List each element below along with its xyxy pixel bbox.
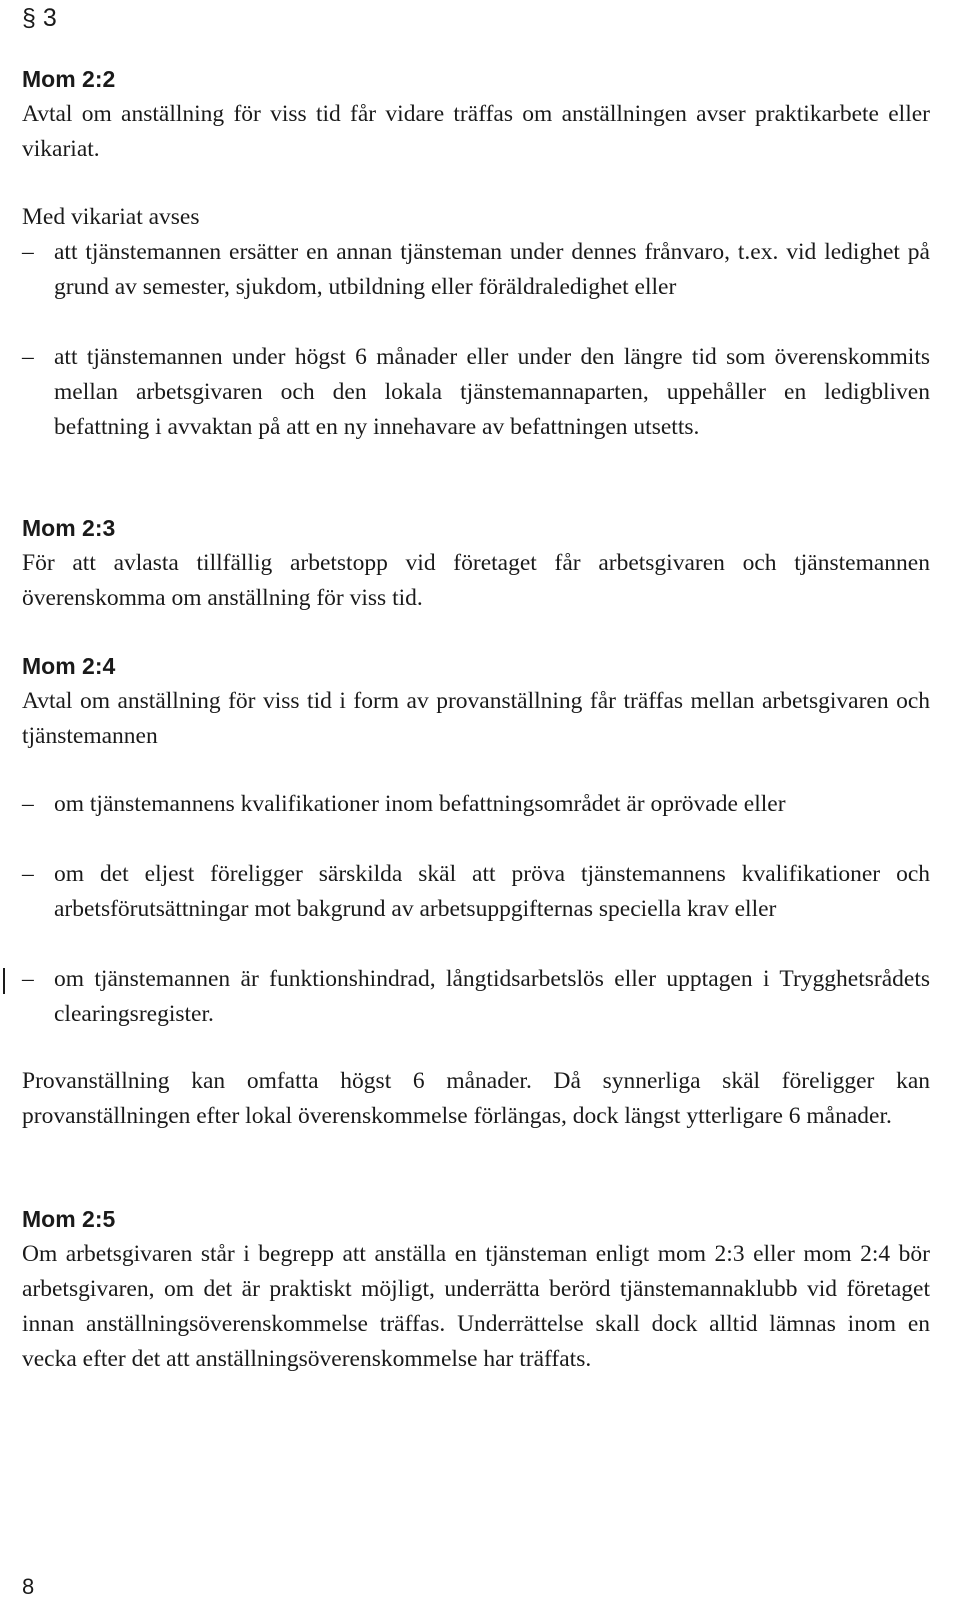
revision-change-bar (3, 968, 5, 994)
vikariat-item-1 (22, 235, 930, 305)
dash-bullet: – (22, 239, 34, 265)
provanstallning-item-1 (22, 787, 930, 822)
vikariat-list-intro: Med vikariat avses (22, 204, 200, 230)
mom-2-2-intro: Avtal om anställning för viss tid får vidare träffas om anställningen avser praktikarbete eller vikariat. (22, 101, 930, 162)
mom-2-4-intro: Avtal om anställning för viss tid i form av provanställning får träffas mellan arbetsgivaren och tjänstemannen (22, 688, 930, 749)
dash-bullet: – (22, 344, 34, 370)
vikariat-item-2 (22, 340, 930, 445)
mom-2-4-heading: Mom 2:4 (22, 653, 116, 679)
dash-bullet: – (22, 861, 34, 887)
vikariat-item-text: att tjänstemannen ersätter en annan tjänsteman under dennes frånvaro, t.ex. vid ledighet på grund av semester, sjukdom, utbildning eller föräldraledighet eller (54, 239, 930, 300)
dash-bullet: – (22, 791, 34, 817)
provanstallning-item-text: om tjänstemannen är funktionshindrad, långtidsarbetslös eller upptagen i Trygghetsrådets clearingsregister. (54, 966, 930, 1027)
provanstallning-item-text: om tjänstemannens kvalifikationer inom befattningsområdet är oprövade eller (54, 791, 786, 817)
provanstallning-item-2 (22, 857, 930, 927)
mom-2-3-text: För att avlasta tillfällig arbetstopp vid företaget får arbetsgivaren och tjänstemannen överenskomma om anställning för viss tid. (22, 550, 930, 611)
vikariat-item-text: att tjänstemannen under högst 6 månader eller under den längre tid som överenskommits mellan arbetsgivaren och den lokala tjänstemannaparten, uppehåller en ledigbliven befattning i avvaktan på att en ny innehavare av befattningen utsetts. (54, 344, 930, 440)
provanstallning-item-3 (22, 962, 930, 1032)
mom-2-4-closing: Provanställning kan omfatta högst 6 månader. Då synnerliga skäl föreligger kan provanställningen efter lokal överenskommelse förlängas, dock längst ytterligare 6 månader. (22, 1068, 930, 1129)
mom-2-5-text: Om arbetsgivaren står i begrepp att anställa en tjänsteman enligt mom 2:3 eller mom 2:4 bör arbetsgivaren, om det är praktiskt möjligt, underrätta berörd tjänstemannaklubb vid företaget innan anställningsöverenskommelse träffas. Underrättelse skall dock alltid lämnas inom en vecka efter det att anställningsöverenskommelse har träffats. (22, 1241, 930, 1372)
dash-bullet: – (22, 966, 34, 992)
provanstallning-item-text: om det eljest föreligger särskilda skäl att pröva tjänstemannens kvalifikationer och arbetsförutsättningar mot bakgrund av arbetsuppgifternas speciella krav eller (54, 861, 930, 922)
mom-2-3-heading: Mom 2:3 (22, 515, 116, 541)
page-number: 8 (22, 1574, 35, 1599)
section-number: § 3 (22, 4, 57, 32)
mom-2-2-heading: Mom 2:2 (22, 66, 116, 92)
mom-2-5-heading: Mom 2:5 (22, 1206, 116, 1232)
